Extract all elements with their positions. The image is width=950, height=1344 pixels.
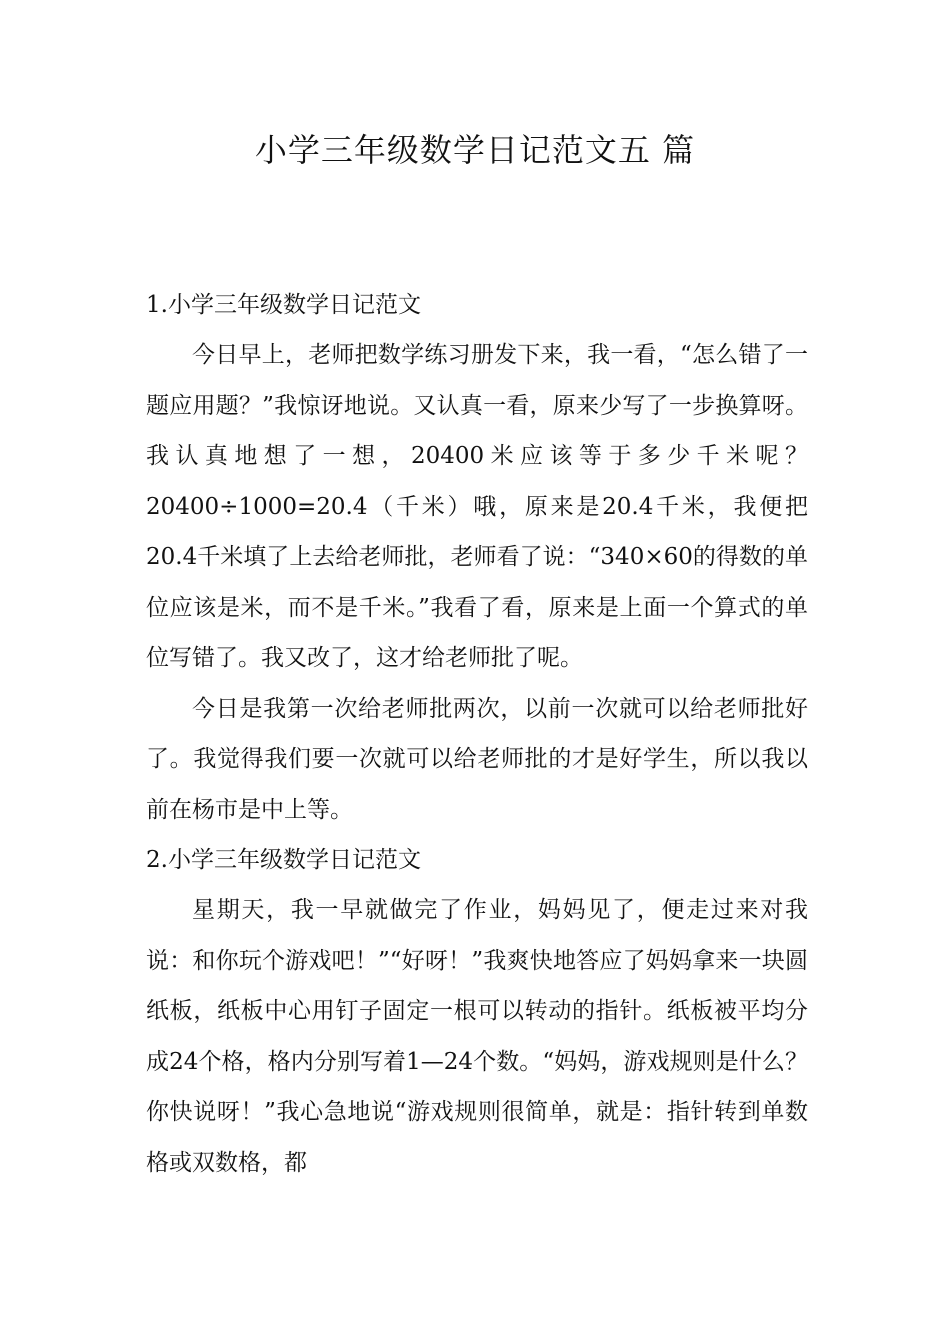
section-1-heading: 1.小学三年级数学日记范文 [146, 292, 421, 318]
section-1-paragraph-1: 今日早上，老师把数学练习册发下来，我一看，“怎么错了一题应用题？”我惊讶地说。又认真一看，原来少写了一步换算呀。我认真地想了一想，20400米应该等于多少千米呢？20400÷1000=20.4（千米）哦，原来是20.4千米，我便把20.4千米填了上去给老师批，老师看了说：“340×60的得数的单位应该是米，而不是千米。”我看了看，原来是上面一个算式的单位写错了。我又改了，这才给老师批了呢。 [146, 342, 808, 671]
document-body [146, 280, 808, 1188]
document-title: 小学三年级数学日记范文五 篇 [254, 131, 696, 169]
section-2-heading: 2.小学三年级数学日记范文 [146, 847, 421, 873]
section-2-paragraph-1: 星期天，我一早就做完了作业，妈妈见了，便走过来对我说：和你玩个游戏吧！”“好呀！”我爽快地答应了妈妈拿来一块圆纸板，纸板中心用钉子固定一根可以转动的指针。纸板被平均分成24个格，格内分别写着1—24个数。“妈妈，游戏规则是什么？你快说呀！”我心急地说“游戏规则很简单，就是：指针转到单数格或双数格，都 [146, 897, 808, 1176]
section-1-paragraph-2: 今日是我第一次给老师批两次，以前一次就可以给老师批好了。我觉得我们要一次就可以给老师批的才是好学生，所以我以前在杨市是中上等。 [146, 695, 808, 823]
